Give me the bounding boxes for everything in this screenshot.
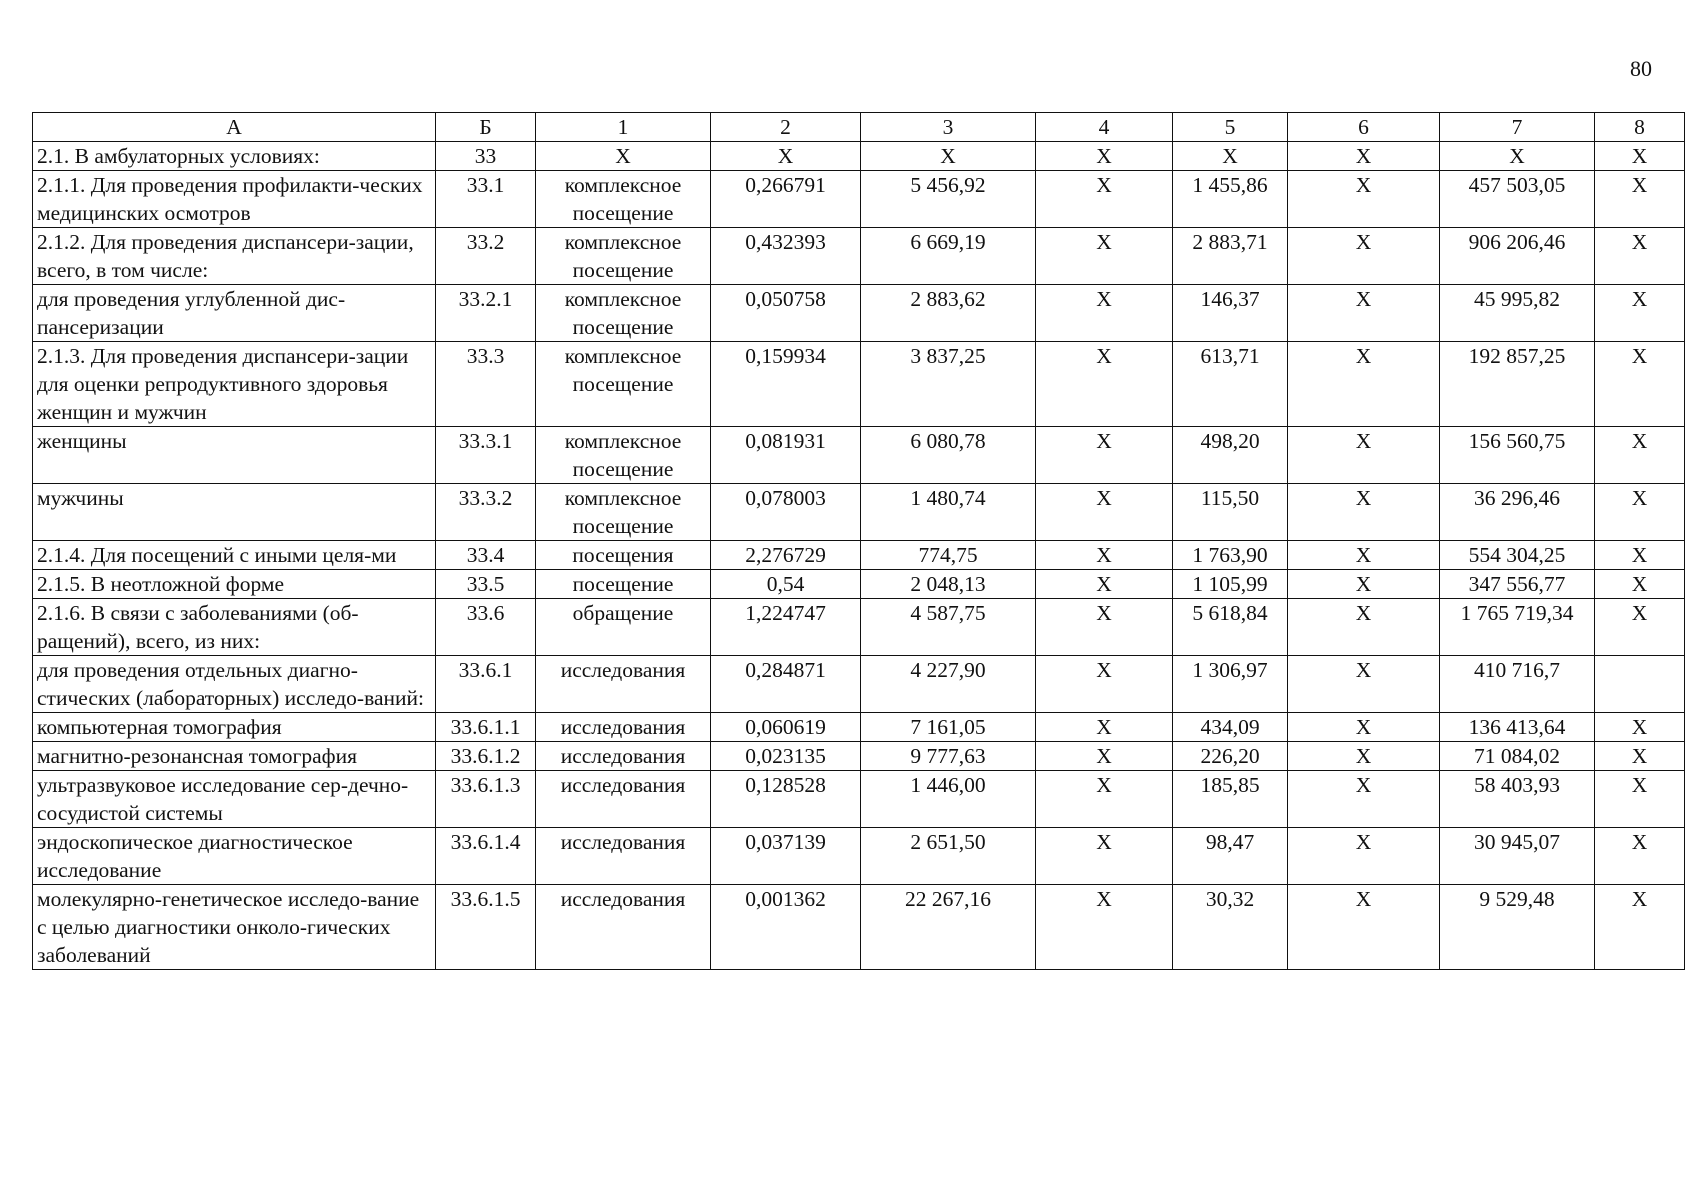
- cell-col-4: Х: [1036, 742, 1173, 771]
- cell-col-2: 0,432393: [711, 228, 861, 285]
- cell-col-4: Х: [1036, 228, 1173, 285]
- cell-name: ультразвуковое исследование сер-дечно-сосудистой системы: [33, 771, 436, 828]
- cell-col-4: Х: [1036, 171, 1173, 228]
- cell-unit: комплексное посещение: [536, 342, 711, 427]
- header-cell-8: 8: [1595, 113, 1685, 142]
- cell-col-8: Х: [1595, 885, 1685, 970]
- cell-col-3: 1 480,74: [861, 484, 1036, 541]
- cell-col-6: Х: [1288, 427, 1440, 484]
- cell-col-7: 347 556,77: [1440, 570, 1595, 599]
- table-row: [33, 599, 1685, 656]
- cell-col-7: 410 716,7: [1440, 656, 1595, 713]
- cell-col-8: Х: [1595, 742, 1685, 771]
- cell-unit: посещения: [536, 541, 711, 570]
- cell-col-5: 2 883,71: [1173, 228, 1288, 285]
- cell-name: для проведения углубленной дис-пансеризации: [33, 285, 436, 342]
- cell-unit: обращение: [536, 599, 711, 656]
- cell-col-5: 1 455,86: [1173, 171, 1288, 228]
- table-row: [33, 484, 1685, 541]
- cell-col-5: 1 763,90: [1173, 541, 1288, 570]
- cell-unit: исследования: [536, 713, 711, 742]
- cell-col-6: Х: [1288, 828, 1440, 885]
- cell-col-5: 434,09: [1173, 713, 1288, 742]
- cell-name: 2.1.1. Для проведения профилакти-ческих медицинских осмотров: [33, 171, 436, 228]
- table-row: [33, 427, 1685, 484]
- cell-col-8: Х: [1595, 828, 1685, 885]
- cell-col-3: 9 777,63: [861, 742, 1036, 771]
- cell-col-6: Х: [1288, 713, 1440, 742]
- cell-col-5: 498,20: [1173, 427, 1288, 484]
- cell-col-3: 3 837,25: [861, 342, 1036, 427]
- cell-unit: исследования: [536, 742, 711, 771]
- header-cell-1: 1: [536, 113, 711, 142]
- cell-col-2: 0,023135: [711, 742, 861, 771]
- cell-col-2: 0,078003: [711, 484, 861, 541]
- cell-col-4: Х: [1036, 656, 1173, 713]
- cell-code: 33.4: [436, 541, 536, 570]
- cell-col-5: Х: [1173, 142, 1288, 171]
- cell-col-3: 2 651,50: [861, 828, 1036, 885]
- cell-code: 33.1: [436, 171, 536, 228]
- cell-col-4: Х: [1036, 285, 1173, 342]
- table-row: [33, 742, 1685, 771]
- cell-col-3: 1 446,00: [861, 771, 1036, 828]
- cell-col-2: Х: [711, 142, 861, 171]
- cell-col-7: 136 413,64: [1440, 713, 1595, 742]
- cell-name: магнитно-резонансная томография: [33, 742, 436, 771]
- table-row: [33, 885, 1685, 970]
- header-cell-6: 6: [1288, 113, 1440, 142]
- cell-unit: комплексное посещение: [536, 285, 711, 342]
- table-row: [33, 713, 1685, 742]
- cell-name: 2.1.5. В неотложной форме: [33, 570, 436, 599]
- cell-name: мужчины: [33, 484, 436, 541]
- cell-col-2: 0,266791: [711, 171, 861, 228]
- cell-code: 33.6.1.3: [436, 771, 536, 828]
- table-row: [33, 570, 1685, 599]
- header-cell-5: 5: [1173, 113, 1288, 142]
- cell-unit: исследования: [536, 771, 711, 828]
- cell-col-7: 58 403,93: [1440, 771, 1595, 828]
- table-row: [33, 228, 1685, 285]
- header-cell-b: Б: [436, 113, 536, 142]
- cell-col-3: 7 161,05: [861, 713, 1036, 742]
- cell-col-7: Х: [1440, 142, 1595, 171]
- cell-col-5: 613,71: [1173, 342, 1288, 427]
- cell-code: 33.6.1.2: [436, 742, 536, 771]
- cell-col-6: Х: [1288, 228, 1440, 285]
- cell-code: 33.6: [436, 599, 536, 656]
- cell-code: 33.6.1.4: [436, 828, 536, 885]
- cell-col-4: Х: [1036, 599, 1173, 656]
- cell-unit: исследования: [536, 656, 711, 713]
- cell-col-8: Х: [1595, 142, 1685, 171]
- cell-col-7: 1 765 719,34: [1440, 599, 1595, 656]
- cell-col-2: 0,001362: [711, 885, 861, 970]
- cell-col-5: 226,20: [1173, 742, 1288, 771]
- cell-col-8: Х: [1595, 599, 1685, 656]
- cell-unit: исследования: [536, 828, 711, 885]
- cell-col-8: Х: [1595, 228, 1685, 285]
- cell-col-4: Х: [1036, 342, 1173, 427]
- cell-col-7: 554 304,25: [1440, 541, 1595, 570]
- cell-col-2: 2,276729: [711, 541, 861, 570]
- cell-unit: комплексное посещение: [536, 484, 711, 541]
- cell-col-4: Х: [1036, 771, 1173, 828]
- cell-code: 33.6.1.1: [436, 713, 536, 742]
- cell-col-8: Х: [1595, 570, 1685, 599]
- cell-col-7: 156 560,75: [1440, 427, 1595, 484]
- cell-col-5: 30,32: [1173, 885, 1288, 970]
- cell-col-7: 192 857,25: [1440, 342, 1595, 427]
- cell-col-4: Х: [1036, 484, 1173, 541]
- cell-col-2: 0,284871: [711, 656, 861, 713]
- table-row: [33, 771, 1685, 828]
- cell-code: 33.2: [436, 228, 536, 285]
- cell-col-7: 906 206,46: [1440, 228, 1595, 285]
- cell-col-6: Х: [1288, 285, 1440, 342]
- cell-col-4: Х: [1036, 541, 1173, 570]
- cell-col-4: Х: [1036, 885, 1173, 970]
- cell-col-8: Х: [1595, 285, 1685, 342]
- cell-col-6: Х: [1288, 484, 1440, 541]
- cell-col-6: Х: [1288, 599, 1440, 656]
- cell-code: 33.3.2: [436, 484, 536, 541]
- cell-code: 33.6.1: [436, 656, 536, 713]
- cell-col-3: 6 669,19: [861, 228, 1036, 285]
- header-cell-2: 2: [711, 113, 861, 142]
- table-row: [33, 541, 1685, 570]
- header-cell-4: 4: [1036, 113, 1173, 142]
- cell-col-4: Х: [1036, 570, 1173, 599]
- table-row: [33, 142, 1685, 171]
- cell-name: женщины: [33, 427, 436, 484]
- cell-col-4: Х: [1036, 828, 1173, 885]
- cell-col-3: 6 080,78: [861, 427, 1036, 484]
- cell-col-6: Х: [1288, 342, 1440, 427]
- cell-col-8: Х: [1595, 484, 1685, 541]
- cell-col-7: 45 995,82: [1440, 285, 1595, 342]
- cell-code: 33.5: [436, 570, 536, 599]
- cell-col-6: Х: [1288, 656, 1440, 713]
- cell-col-6: Х: [1288, 742, 1440, 771]
- cell-col-8: Х: [1595, 427, 1685, 484]
- cell-col-2: 0,128528: [711, 771, 861, 828]
- cell-col-3: 4 227,90: [861, 656, 1036, 713]
- cell-col-7: 71 084,02: [1440, 742, 1595, 771]
- cell-name: 2.1.3. Для проведения диспансери-зации для оценки репродуктивного здоровья женщин и мужчин: [33, 342, 436, 427]
- cell-col-6: Х: [1288, 171, 1440, 228]
- cell-col-2: 0,037139: [711, 828, 861, 885]
- cell-col-4: Х: [1036, 427, 1173, 484]
- cell-col-5: 1 105,99: [1173, 570, 1288, 599]
- cell-unit: Х: [536, 142, 711, 171]
- table-row: [33, 828, 1685, 885]
- cell-col-6: Х: [1288, 142, 1440, 171]
- cell-col-2: 0,050758: [711, 285, 861, 342]
- cell-col-2: 0,081931: [711, 427, 861, 484]
- header-cell-7: 7: [1440, 113, 1595, 142]
- cell-col-7: 9 529,48: [1440, 885, 1595, 970]
- cell-col-2: 0,060619: [711, 713, 861, 742]
- cell-col-5: 98,47: [1173, 828, 1288, 885]
- cell-col-5: 146,37: [1173, 285, 1288, 342]
- cell-col-5: 115,50: [1173, 484, 1288, 541]
- cell-col-3: 5 456,92: [861, 171, 1036, 228]
- cell-name: эндоскопическое диагностическое исследование: [33, 828, 436, 885]
- cell-code: 33.2.1: [436, 285, 536, 342]
- cell-col-3: 22 267,16: [861, 885, 1036, 970]
- data-table: [32, 112, 1685, 970]
- cell-unit: посещение: [536, 570, 711, 599]
- cell-col-3: 2 048,13: [861, 570, 1036, 599]
- cell-col-7: 457 503,05: [1440, 171, 1595, 228]
- cell-col-8: Х: [1595, 541, 1685, 570]
- cell-name: компьютерная томография: [33, 713, 436, 742]
- cell-unit: комплексное посещение: [536, 171, 711, 228]
- cell-col-6: Х: [1288, 541, 1440, 570]
- cell-code: 33.3.1: [436, 427, 536, 484]
- page-number: 80: [1630, 56, 1652, 81]
- header-cell-3: 3: [861, 113, 1036, 142]
- cell-col-3: Х: [861, 142, 1036, 171]
- cell-col-7: 36 296,46: [1440, 484, 1595, 541]
- cell-name: молекулярно-генетическое исследо-вание с целью диагностики онколо-гических заболеваний: [33, 885, 436, 970]
- table-body: [33, 142, 1685, 970]
- cell-col-4: Х: [1036, 713, 1173, 742]
- cell-col-8: Х: [1595, 713, 1685, 742]
- cell-unit: комплексное посещение: [536, 427, 711, 484]
- cell-col-6: Х: [1288, 885, 1440, 970]
- cell-name: 2.1.6. В связи с заболеваниями (об-ращений), всего, из них:: [33, 599, 436, 656]
- cell-col-5: 5 618,84: [1173, 599, 1288, 656]
- table-row: [33, 342, 1685, 427]
- cell-code: 33.3: [436, 342, 536, 427]
- table-row: [33, 171, 1685, 228]
- cell-col-6: Х: [1288, 570, 1440, 599]
- cell-col-4: Х: [1036, 142, 1173, 171]
- cell-col-2: 0,159934: [711, 342, 861, 427]
- cell-col-5: 185,85: [1173, 771, 1288, 828]
- cell-col-8: Х: [1595, 171, 1685, 228]
- cell-name: 2.1. В амбулаторных условиях:: [33, 142, 436, 171]
- table-row: [33, 285, 1685, 342]
- cell-col-3: 2 883,62: [861, 285, 1036, 342]
- cell-name: 2.1.2. Для проведения диспансери-зации, всего, в том числе:: [33, 228, 436, 285]
- cell-col-5: 1 306,97: [1173, 656, 1288, 713]
- cell-col-6: Х: [1288, 771, 1440, 828]
- cell-col-8: Х: [1595, 342, 1685, 427]
- cell-unit: комплексное посещение: [536, 228, 711, 285]
- cell-code: 33.6.1.5: [436, 885, 536, 970]
- cell-col-3: 4 587,75: [861, 599, 1036, 656]
- header-row: [33, 113, 1685, 142]
- cell-col-7: 30 945,07: [1440, 828, 1595, 885]
- cell-col-8: [1595, 656, 1685, 713]
- table-row: [33, 656, 1685, 713]
- cell-name: 2.1.4. Для посещений с иными целя-ми: [33, 541, 436, 570]
- cell-code: 33: [436, 142, 536, 171]
- cell-col-2: 0,54: [711, 570, 861, 599]
- header-cell-a: А: [33, 113, 436, 142]
- cell-col-8: Х: [1595, 771, 1685, 828]
- cell-col-2: 1,224747: [711, 599, 861, 656]
- cell-col-3: 774,75: [861, 541, 1036, 570]
- cell-name: для проведения отдельных диагно-стических (лабораторных) исследо-ваний:: [33, 656, 436, 713]
- cell-unit: исследования: [536, 885, 711, 970]
- table-header: [33, 113, 1685, 142]
